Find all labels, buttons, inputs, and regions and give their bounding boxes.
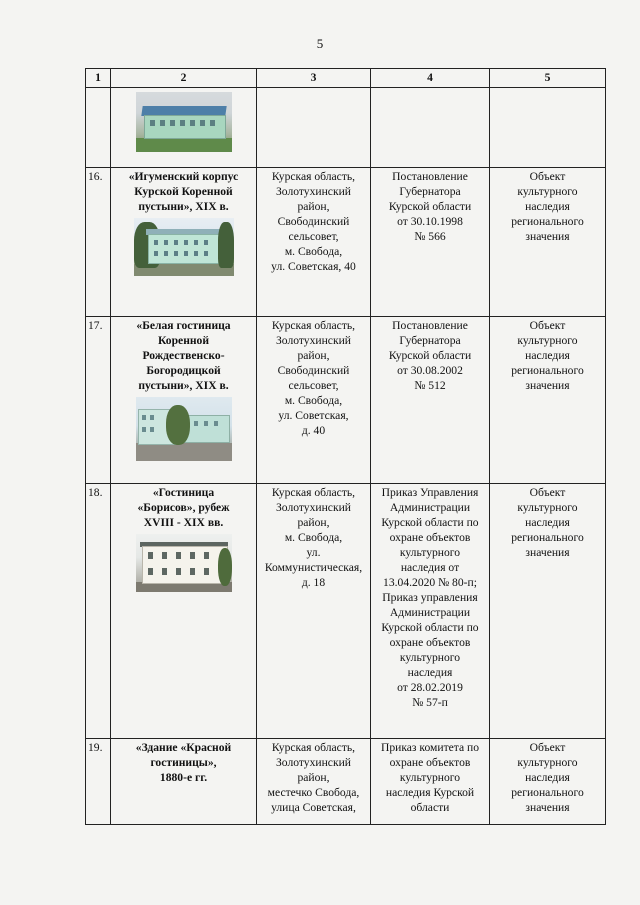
category-cell: Объект культурного наследия регионального значения [490, 317, 606, 484]
object-name-cell [111, 739, 257, 825]
object-name: «Здание «Красной гостиницы», 1880-е гг. [135, 741, 232, 784]
document-cell: Постановление Губернатора Курской области от 30.08.2002 № 512 [371, 317, 490, 484]
category-cell: Объект культурного наследия регионального значения [490, 168, 606, 317]
address-cell: Курская область, Золотухинский район, местечко Свобода, улица Советская, [257, 739, 371, 825]
column-header: 1 [86, 69, 111, 88]
address-cell: Курская область, Золотухинский район, Свободинский сельсовет, м. Свобода, ул. Советская, 40 [257, 168, 371, 317]
object-name-cell [111, 317, 257, 484]
row-number [86, 88, 111, 168]
row-number: 18. [86, 484, 111, 739]
table-row [86, 739, 606, 825]
row-number: 16. [86, 168, 111, 317]
document-cell: Приказ Управления Администрации Курской области по охране объектов культурного наследия от 13.04.2020 № 80-п; Приказ управления Администрации Курской области по охране объектов культурного наследия от 28.02.2019 № 57-п [371, 484, 490, 739]
category-cell: Объект культурного наследия регионального значения [490, 484, 606, 739]
document-cell: Приказ комитета по охране объектов культурного наследия Курской области [371, 739, 490, 825]
object-name: «Белая гостиница Коренной Рождественско- Богородицкой пустыни», XIX в. [136, 319, 231, 392]
borisov-hotel-photo [136, 534, 232, 592]
column-header: 3 [257, 69, 371, 88]
category-cell: Объект культурного наследия регионального значения [490, 739, 606, 825]
address-cell: Курская область, Золотухинский район, Свободинский сельсовет, м. Свобода, ул. Советская, д. 40 [257, 317, 371, 484]
address-cell: Курская область, Золотухинский район, м. Свобода, ул. Коммунистическая, д. 18 [257, 484, 371, 739]
heritage-registry-table [85, 68, 606, 825]
table-row [86, 88, 606, 168]
igumen-building-photo [134, 218, 234, 276]
column-header: 2 [111, 69, 257, 88]
object-name: «Игуменский корпус Курской Коренной пустыни», XIX в. [128, 170, 239, 213]
category-cell [490, 88, 606, 168]
object-name-cell [111, 168, 257, 317]
object-name: «Гостиница «Борисов», рубеж XVIII - XIX вв. [137, 486, 230, 529]
address-cell [257, 88, 371, 168]
column-header: 4 [371, 69, 490, 88]
table-header-row [86, 69, 606, 88]
object-name-cell [111, 484, 257, 739]
column-header: 5 [490, 69, 606, 88]
table-row [86, 317, 606, 484]
row-number: 17. [86, 317, 111, 484]
document-cell: Постановление Губернатора Курской области от 30.10.1998 № 566 [371, 168, 490, 317]
light-green-building-photo [136, 92, 232, 152]
table-row [86, 484, 606, 739]
page-number: 5 [316, 36, 324, 51]
row-number: 19. [86, 739, 111, 825]
white-hotel-photo [136, 397, 232, 461]
object-name-cell [111, 88, 257, 168]
table-row [86, 168, 606, 317]
document-cell [371, 88, 490, 168]
